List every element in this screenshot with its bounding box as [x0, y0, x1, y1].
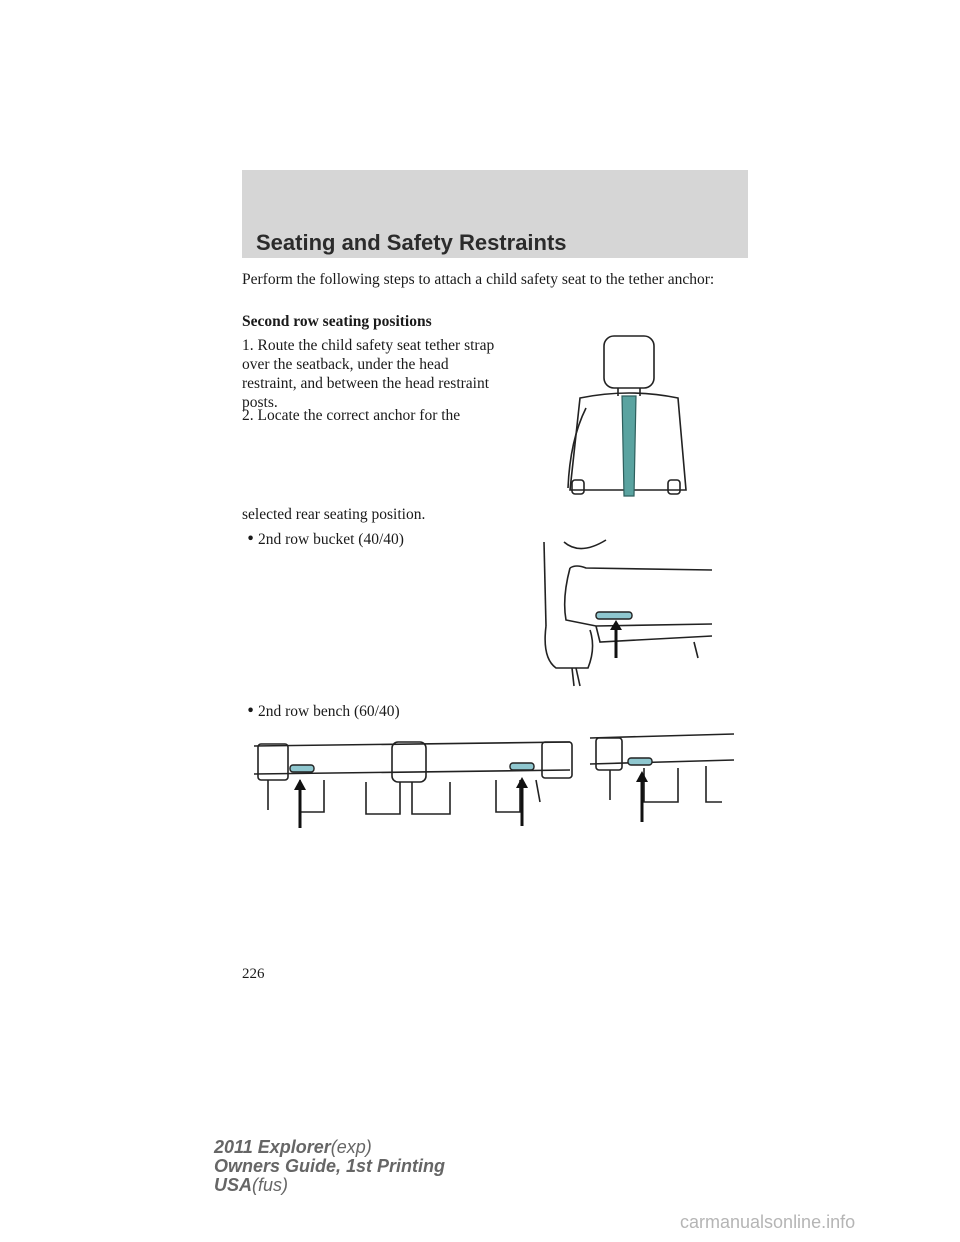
seatback-tether-figure — [550, 330, 700, 500]
page-number: 226 — [242, 966, 265, 982]
bench-seat-figure — [250, 730, 740, 832]
footer-region-code: (fus) — [252, 1175, 289, 1195]
section-title: Seating and Safety Restraints — [256, 230, 567, 255]
watermark: carmanualsonline.info — [680, 1212, 856, 1232]
footer-model-code: (exp) — [330, 1137, 372, 1157]
subheading: Second row seating positions — [242, 313, 432, 330]
bullet-bucket: 2nd row bucket (40/40) — [258, 531, 404, 548]
bucket-seat-figure — [536, 538, 716, 688]
intro-paragraph: Perform the following steps to attach a child safety seat to the tether anchor: — [242, 271, 715, 288]
footer-model: 2011 Explorer — [214, 1137, 331, 1157]
step-2-start: 2. Locate the correct anchor for the — [242, 407, 461, 424]
bullet-dot: • — [246, 530, 256, 548]
bullet-bench: 2nd row bench (60/40) — [258, 703, 400, 720]
footer-guide: Owners Guide, 1st Printing — [214, 1156, 446, 1176]
footer-imprint — [214, 1138, 445, 1195]
step-1: 1. Route the child safety seat tether strap over the seatback, under the head restraint, and between the head restraint posts. — [242, 337, 495, 411]
step-2-end: selected rear seating position. — [242, 506, 426, 523]
bullet-dot: • — [246, 702, 256, 720]
footer-region: USA — [214, 1175, 253, 1195]
